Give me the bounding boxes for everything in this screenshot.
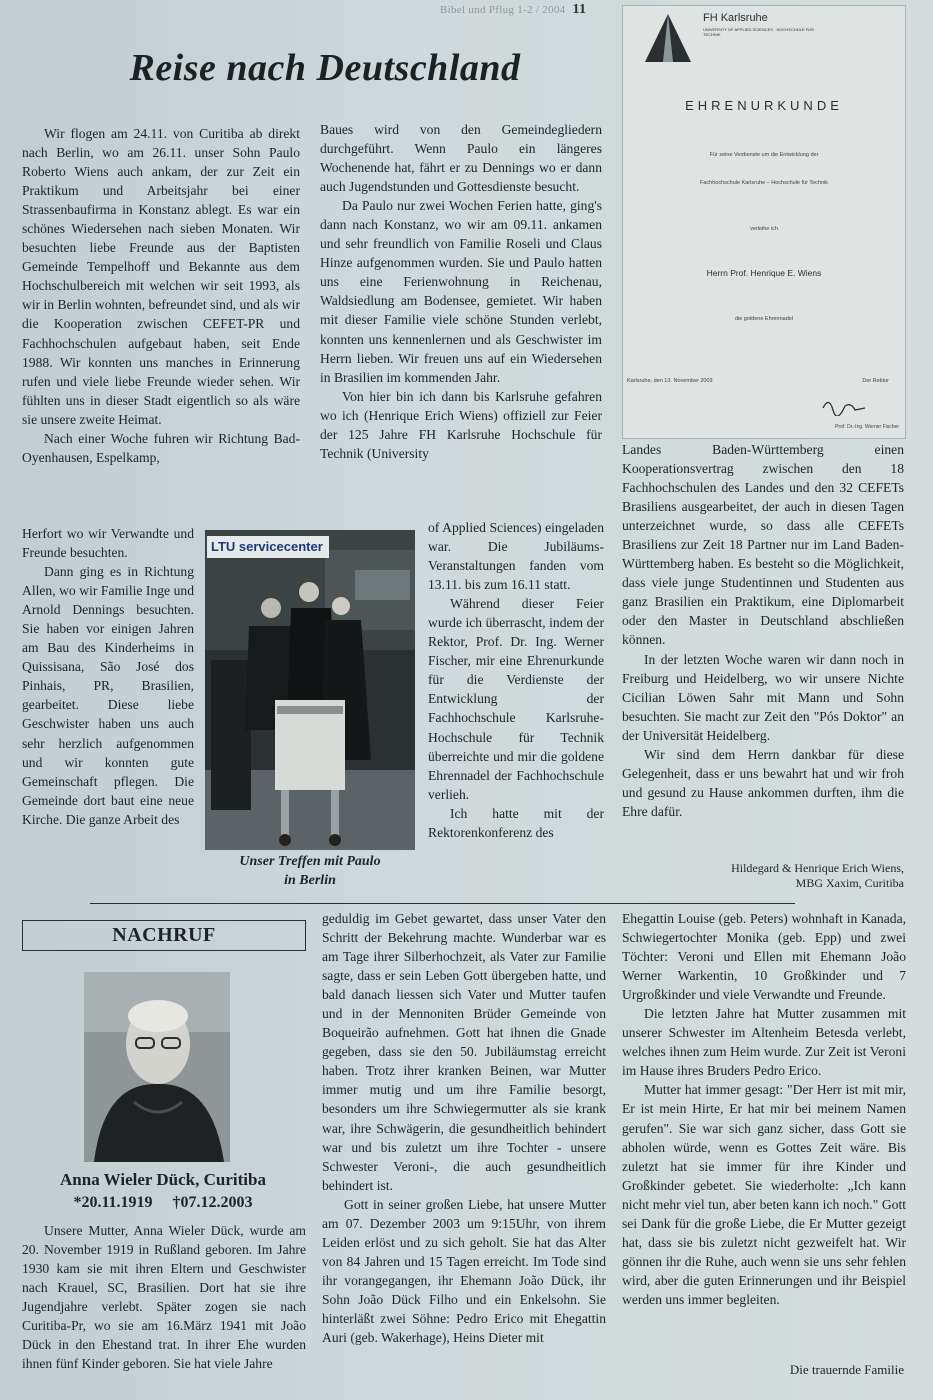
rector-signature-icon bbox=[819, 394, 869, 416]
journal-name: Bibel und Pflug bbox=[440, 4, 515, 16]
obituary-signature: Die trauernde Familie bbox=[789, 1362, 904, 1377]
berlin-meeting-photo bbox=[205, 530, 415, 850]
cert-institution: FH Karlsruhe bbox=[703, 12, 768, 24]
ltu-servicecenter-sign: LTU servicecenter bbox=[207, 536, 329, 558]
obituary-name-block bbox=[22, 1168, 304, 1214]
photo-illustration bbox=[205, 530, 415, 850]
cert-role: Der Rektor bbox=[862, 378, 889, 384]
paragraph: Die letzten Jahre hat Mutter zusammen mit unserer Schwester im Altenheim Betesda verlebt, welches ihnen zum Heim wurde. Zur Zeit ist Veroni im Hause ihres Bruders Pedro Erico. bbox=[622, 1006, 906, 1079]
obituary-heading: NACHRUF bbox=[22, 920, 306, 951]
paragraph: Wir sind dem Herrn dankbar für diese Gelegenheit, dass er uns bewahrt hat und wir froh und gesund zu Hause ankommen durften, ihm die Ehre dafür. bbox=[622, 746, 904, 819]
paragraph: Ich hatte mit der Rektorenkonferenz des bbox=[428, 805, 604, 840]
signature-line-1: Hildegard & Henrique Erich Wiens, bbox=[731, 861, 904, 875]
photo-caption bbox=[205, 852, 415, 890]
paragraph: Dann ging es in Richtung Allen, wo wir Familie Inge und Arnold Dennings besuchten. Sie haben vor einigen Jahren am Bau des Kinderheims in Quissisana, São José dos Pinhais, PR, Brasilien, gearbeitet. Diese liebe Geschwister haben uns auch sehr herzlich aufgenommen und wir konnten gute Gemeinschaft pflegen. Die Gemeinde dort baut eine neue Kirche. Die ganze Arbeit des bbox=[22, 564, 194, 827]
caption-line-1: Unser Treffen mit Paulo bbox=[239, 854, 381, 869]
paragraph: Wir flogen am 24.11. von Curitiba ab direkt nach Berlin, wo am 26.11. unser Sohn Paulo Roberto Wiens auch ankam, der zur Zeit ein Praktikum und Arbeitsjahr bei einer Strassenbaufirma in Konstanz ablegt. Es war ein schönes Wiedersehen nach sieben Monaten. Wir besuchten liebe Freunde aus der Baptisten Gemeinde Tempelhoff und Bekannte aus dem Hochschulbereich mit welchen wir seit 1993, als wir in Berlin wohnten, befreundet sind, und als wir die Kooperation zwischen CEFET-PR und Fachhochschulen aufgebaut haben, seit Ende 1988. Wir konnten uns manches in Erinnerung rufen und viele liebe Freunde wieder sehen. Wir fühlten uns in dieser Stadt eigentlich so als wäre sie unsere zweite Heimat. bbox=[22, 126, 300, 427]
cert-line-4: die goldene Ehrennadel bbox=[734, 316, 794, 322]
paragraph: Baues wird von den Gemeindegliedern durchgeführt. Wenn Paulo ein längeres Wochenende hat, fährt er zu Dennings wo er dann auch Jugendstunden und Gottesdienste besucht. bbox=[320, 122, 602, 195]
obituary-column-2 bbox=[322, 909, 606, 1347]
paragraph: Mutter hat immer gesagt: "Der Herr ist mit mir, Er ist mein Hirte, Er hat mir bei meinem Namen gerufen". Sie war sich ganz sicher, dass Gott sie abholen würde, wenn es Gottes Zeit wäre. Bis zuletzt hat sie immer für ihre Kinder und Großkinder gebetet. Sie wiederholte: „Ich kann nicht mehr viel tun, aber beten kann ich noch." Gott sei Dank für die große Liebe, die Er Mutter gezeigt hat, dass sie bis zuletzt nicht gezweifelt hat. Wir gönnen ihr die Ruhe, auch wenn sie uns sehr fehlen wird, aber die guten Erinnerungen und ihr Beispiel werden uns immer begleiten. bbox=[622, 1082, 906, 1307]
paragraph: Unsere Mutter, Anna Wieler Dück, wurde am 20. November 1919 in Rußland geboren. Im Jahre 1930 kam sie mit ihren Eltern und Geschwister nach Krauel, SC, Brasilien. Dort hat sie ihre Jugendjahre verlebt. Später zogen sie nach Curitiba-Pr, wo sie am 16.März 1941 mit João Dück in den Ehestand trat. In ihrer Ehe wurden ihnen fünf Kinder geboren. Sie hat viele Jahre bbox=[22, 1223, 306, 1372]
paragraph: Von hier bin ich dann bis Karlsruhe gefahren wo ich (Henrique Erich Wiens) offiziell zur Feier der 125 Jahre FH Karlsruhe Hochschule für Technik (University bbox=[320, 388, 602, 461]
cert-signer: Prof. Dr.-Ing. Werner Fischer bbox=[835, 424, 899, 430]
paragraph: Da Paulo nur zwei Wochen Ferien hatte, ging's dann nach Konstanz, wo wir am 09.11. ankamen und sehr freundlich von Familie Roseli und Claus Hinze aufgenommen wurden. Sie und Paulo hatten uns eine Ferienwohnung in Reichenau, Waldsiedlung am Bodensee, gemietet. Wir haben mit dieser Familie viele schöne Stunden verlebt, konnten uns kennenlernen und als Geschwister im Herrn lieben. Wir freuen uns auf ein Wiedersehen in Brasilien im kommenden Jahr. bbox=[320, 198, 602, 385]
article-column-1-narrow bbox=[22, 524, 194, 829]
article-title: Reise nach Deutschland bbox=[129, 47, 521, 89]
article-column-1 bbox=[22, 124, 300, 467]
section-divider bbox=[90, 903, 795, 904]
cert-line-2: Fachhochschule Karlsruhe – Hochschule für Technik bbox=[700, 180, 828, 186]
article-column-2-narrow bbox=[428, 518, 604, 842]
obituary-portrait bbox=[84, 972, 230, 1162]
cert-date: Karlsruhe, den 13. November 2003 bbox=[627, 378, 713, 384]
cert-heading: EHRENURKUNDE bbox=[685, 98, 843, 113]
obituary-column-1 bbox=[22, 1221, 306, 1373]
certificate-image bbox=[622, 5, 906, 439]
paragraph: Landes Baden-Württemberg einen Kooperationsvertrag zwischen den 18 Fachhochschulen des Landes und den 32 CEFETs Brasiliens ausgearbeitet, der auch in diesen Tagen unterzeichnet wurde, so dass alle CEFETs Brasiliens zur Zeit 18 Partner nur im Land Baden-Württemberg haben. Es besteht so die Möglichkeit, dass viele junge Studentinnen und Studenten aus ganz Brasilien ein Praktikum, eine Diplomarbeit oder den Master in Deutschland abschließen können. bbox=[622, 442, 904, 648]
cert-institution-sub: UNIVERSITY OF APPLIED SCIENCES · HOCHSCHULE FÜR TECHNIK bbox=[703, 27, 814, 37]
article-column-2 bbox=[320, 120, 602, 463]
paragraph: Gott in seiner großen Liebe, hat unsere Mutter am 07. Dezember 2003 um 9:15Uhr, von ihrem Leiden erlöst und zu sich geholt. Sie hat das Alter von 84 Jahren und 15 Tagen erreicht. Im Tode sind ihr vorangegangen, ihr Ehemann João Dück, ihr Sohn João Dück Filho und ein Enkelsohn. Sie hinterläßt zwei Söhne: Pedro Erico mit Ehegattin Auri (geb. Wakerhage), Heins Dieter mit bbox=[322, 1196, 606, 1346]
article-column-3 bbox=[622, 440, 904, 821]
deceased-name: Anna Wieler Dück, Curitiba bbox=[60, 1170, 266, 1189]
paragraph: In der letzten Woche waren wir dann noch in Freiburg und Heidelberg, wo wir unsere Nichte Cicilian Löwen Sahr mit Mann und Sohn besuchten. Sie macht zur Zeit den "Pós Doktor" an der Universität Heidelberg. bbox=[622, 651, 904, 743]
cert-recipient: Herrn Prof. Henrique E. Wiens bbox=[706, 268, 822, 278]
paragraph: Nach einer Woche fuhren wir Richtung Bad-Oyenhausen, Espelkamp, bbox=[22, 430, 300, 465]
life-dates: *20.11.1919 †07.12.2003 bbox=[73, 1194, 253, 1211]
article-signature bbox=[622, 861, 904, 891]
obituary-column-3 bbox=[622, 909, 906, 1309]
paragraph: Herfort wo wir Verwandte und Freunde besuchten. bbox=[22, 526, 194, 561]
fh-karlsruhe-logo-icon bbox=[643, 12, 693, 64]
issue-label: 1-2 / 2004 bbox=[517, 4, 566, 16]
paragraph: Ehegattin Louise (geb. Peters) wohnhaft in Kanada, Schwiegertochter Monika (geb. Epp) und zwei Töchter: Veroni und Ellen mit Ehemann João Werner Warkentin, 10 Großkinder und 7 Urgroßkinder und viele Verwandte und Freunde. bbox=[622, 911, 906, 1003]
portrait-illustration bbox=[84, 972, 230, 1162]
cert-line-3: verleihe ich bbox=[750, 226, 778, 232]
paragraph: Während dieser Feier wurde ich überrascht, indem der Rektor, Prof. Dr. Ing. Werner Fischer, mir eine Ehrenurkunde für die Verdienste der Entwicklung der Fachhochschule Karlsruhe-Hochschule für Technik überreichte und mir die goldene Ehrennadel der Fachhochschule verlieh. bbox=[428, 596, 604, 802]
paragraph: of Applied Sciences) eingeladen war. Die Jubiläums-Veranstaltungen fanden vom 13.11. bis zum 16.11 statt. bbox=[428, 520, 604, 593]
page-header bbox=[440, 2, 586, 18]
page-number: 11 bbox=[572, 2, 587, 17]
signature-line-2: MBG Xaxim, Curitiba bbox=[795, 876, 904, 890]
cert-line-1: Für seine Verdienste um die Entwicklung der bbox=[709, 152, 819, 158]
paragraph: geduldig im Gebet gewartet, dass unser Vater den Schritt der Bekehrung machte. Wunderbar war es am Tage ihrer Silberhochzeit, als Vater zur Familie sagte, dass er sein Leben Gott übergeben hatte, und bald danach liessen sich Vater und Mutter taufen und in der Mennoniten Brüder Gemeinde von Boqueirão aufnehmen. Gott hat ihnen die Gnade gegeben, dass sie den 50. Jubiläumstag erreicht haben. Trotz ihrer kranken Beinen, war Mutter immer mutig und um ihre Familie besorgt, besonders um ihre Schwiegermutter als sie krank war, ihre Schwägerin, die gesundheitlich behindert war und bis zuletzt um ihre Tochter - unsere Schwester Veroni-, die auch gesundheitlich behindert ist. bbox=[322, 911, 606, 1193]
caption-line-2: in Berlin bbox=[284, 873, 336, 888]
